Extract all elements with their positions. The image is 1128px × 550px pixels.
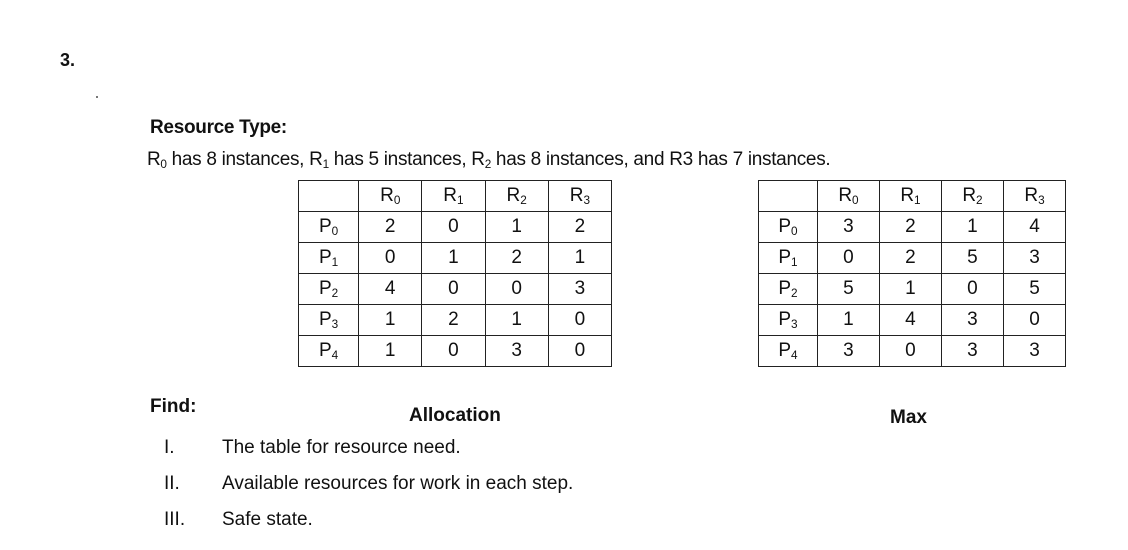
column-header-sub: 2 <box>520 193 527 207</box>
find-item-number: II. <box>164 473 180 494</box>
process-label <box>759 212 818 243</box>
value-cell: 2 <box>422 305 485 336</box>
find-item-text: The table for resource need. <box>222 437 461 458</box>
process-label <box>299 336 359 367</box>
process-label <box>299 274 359 305</box>
value-cell: 2 <box>879 243 941 274</box>
value-cell: 5 <box>817 274 879 305</box>
value-cell: 4 <box>1003 212 1065 243</box>
column-header <box>548 181 611 212</box>
value-cell: 5 <box>941 243 1003 274</box>
process-label <box>759 336 818 367</box>
allocation-caption: Allocation <box>409 405 501 426</box>
process-label-base: P <box>318 278 332 299</box>
process-label <box>299 243 359 274</box>
value-cell: 1 <box>548 243 611 274</box>
r1-rest: has 5 instances, <box>328 149 472 170</box>
resource-type-description <box>147 149 830 171</box>
value-cell: 0 <box>1003 305 1065 336</box>
value-cell: 3 <box>817 336 879 367</box>
find-title: Find: <box>150 396 197 417</box>
column-header-base: R <box>443 185 458 206</box>
table-row <box>759 243 1066 274</box>
find-item-number: III. <box>164 509 186 530</box>
column-header-sub: 3 <box>1038 193 1045 207</box>
column-header <box>879 181 941 212</box>
column-header <box>359 181 422 212</box>
process-label <box>759 305 818 336</box>
r0-subscript: 0 <box>160 157 167 171</box>
table-row <box>299 305 612 336</box>
process-label-base: P <box>318 247 332 268</box>
value-cell: 0 <box>941 274 1003 305</box>
value-cell: 3 <box>485 336 548 367</box>
r2-rest: has 8 instances, and R3 has 7 instances. <box>490 149 831 170</box>
column-header-base: R <box>900 185 915 206</box>
value-cell: 2 <box>485 243 548 274</box>
r1-subscript: 1 <box>322 157 329 171</box>
value-cell: 0 <box>548 305 611 336</box>
value-cell: 1 <box>422 243 485 274</box>
process-label-sub: 0 <box>331 224 339 238</box>
value-cell: 0 <box>422 212 485 243</box>
max-table <box>758 180 1066 367</box>
value-cell: 1 <box>485 212 548 243</box>
column-header-base: R <box>506 185 521 206</box>
column-header <box>485 181 548 212</box>
header-row <box>759 181 1066 212</box>
find-item-text: Available resources for work in each step. <box>222 473 574 494</box>
value-cell: 5 <box>1003 274 1065 305</box>
process-label-sub: 3 <box>331 317 339 331</box>
process-label-sub: 4 <box>791 348 798 362</box>
value-cell: 2 <box>359 212 422 243</box>
column-header-sub: 3 <box>583 193 591 207</box>
value-cell: 0 <box>548 336 611 367</box>
column-header-sub: 0 <box>393 193 401 207</box>
column-header-base: R <box>962 185 977 206</box>
table-row <box>299 274 612 305</box>
value-cell: 1 <box>359 305 422 336</box>
value-cell: 3 <box>1003 243 1065 274</box>
process-label-base: P <box>778 247 792 268</box>
process-label-sub: 3 <box>791 317 798 331</box>
value-cell: 0 <box>817 243 879 274</box>
find-item-number: I. <box>164 437 175 458</box>
resource-type-title: Resource Type: <box>150 117 287 138</box>
process-label-sub: 2 <box>331 286 339 300</box>
table-row <box>759 274 1066 305</box>
column-header-base: R <box>569 185 584 206</box>
find-list <box>150 430 573 538</box>
column-header-base: R <box>838 185 853 206</box>
corner-cell <box>759 181 818 212</box>
column-header-sub: 1 <box>914 193 921 207</box>
value-cell: 0 <box>422 336 485 367</box>
r0-rest: has 8 instances, <box>166 149 310 170</box>
r0-label: R <box>147 149 161 170</box>
table-row <box>299 336 612 367</box>
value-cell: 4 <box>879 305 941 336</box>
value-cell: 3 <box>941 305 1003 336</box>
allocation-table <box>298 180 612 367</box>
column-header <box>1003 181 1065 212</box>
value-cell: 3 <box>817 212 879 243</box>
process-label <box>299 212 359 243</box>
value-cell: 0 <box>359 243 422 274</box>
table-row <box>759 336 1066 367</box>
value-cell: 1 <box>359 336 422 367</box>
process-label-base: P <box>318 309 332 330</box>
stray-dot <box>96 96 98 98</box>
r1-label: R <box>309 149 323 170</box>
value-cell: 1 <box>879 274 941 305</box>
value-cell: 1 <box>941 212 1003 243</box>
find-item <box>150 502 573 538</box>
process-label <box>299 305 359 336</box>
corner-cell <box>299 181 359 212</box>
value-cell: 3 <box>1003 336 1065 367</box>
r2-label: R <box>471 149 485 170</box>
process-label <box>759 274 818 305</box>
process-label-base: P <box>778 216 792 237</box>
column-header-sub: 2 <box>976 193 983 207</box>
table-row <box>299 212 612 243</box>
process-label-sub: 1 <box>331 255 339 269</box>
find-item <box>150 466 573 502</box>
process-label-base: P <box>318 340 332 361</box>
value-cell: 0 <box>485 274 548 305</box>
find-item-text: Safe state. <box>222 509 313 530</box>
process-label-sub: 0 <box>791 224 798 238</box>
value-cell: 2 <box>879 212 941 243</box>
table-row <box>759 305 1066 336</box>
process-label-base: P <box>778 278 792 299</box>
column-header-base: R <box>1024 185 1039 206</box>
table-row <box>759 212 1066 243</box>
process-label-base: P <box>318 216 332 237</box>
value-cell: 3 <box>548 274 611 305</box>
column-header-sub: 0 <box>852 193 859 207</box>
header-row <box>299 181 612 212</box>
process-label-sub: 1 <box>791 255 798 269</box>
question-number: 3. <box>60 50 76 70</box>
value-cell: 1 <box>817 305 879 336</box>
value-cell: 2 <box>548 212 611 243</box>
column-header-base: R <box>380 185 394 206</box>
value-cell: 0 <box>879 336 941 367</box>
process-label-base: P <box>778 340 792 361</box>
process-label <box>759 243 818 274</box>
process-label-sub: 2 <box>791 286 798 300</box>
value-cell: 0 <box>422 274 485 305</box>
process-label-sub: 4 <box>331 348 339 362</box>
column-header <box>817 181 879 212</box>
table-row <box>299 243 612 274</box>
column-header <box>941 181 1003 212</box>
max-caption: Max <box>890 407 927 428</box>
column-header-sub: 1 <box>457 193 464 207</box>
value-cell: 1 <box>485 305 548 336</box>
value-cell: 4 <box>359 274 422 305</box>
process-label-base: P <box>778 309 792 330</box>
r2-subscript: 2 <box>484 157 491 171</box>
column-header <box>422 181 485 212</box>
value-cell: 3 <box>941 336 1003 367</box>
find-item <box>150 430 573 466</box>
